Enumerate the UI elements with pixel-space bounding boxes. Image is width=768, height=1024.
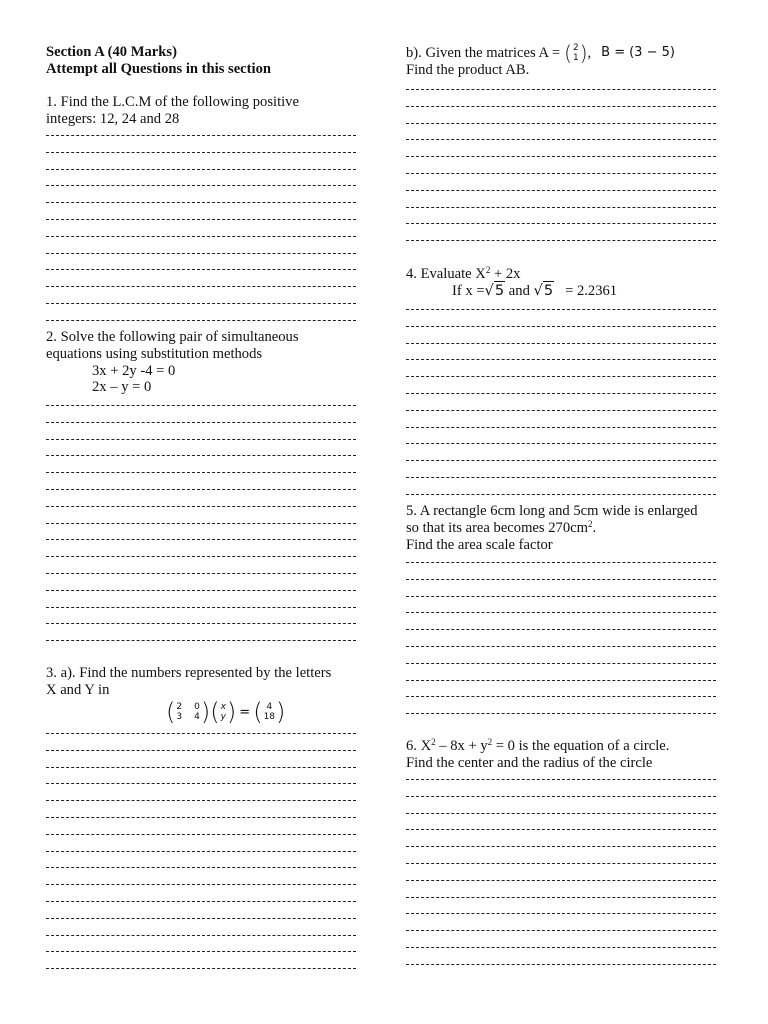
section-title: Section A (40 Marks) xyxy=(46,44,177,60)
answer-line xyxy=(406,880,716,881)
answer-line xyxy=(46,472,356,473)
sqrt-5-a: √5 xyxy=(484,281,505,299)
answer-line xyxy=(406,897,716,898)
answer-line xyxy=(406,930,716,931)
answer-line xyxy=(406,190,716,191)
vector-result: ( 4 18 ) xyxy=(253,698,286,726)
answer-line xyxy=(46,951,356,952)
question-3a-line-1: 3. a). Find the numbers represented by the letters xyxy=(46,665,332,681)
answer-line xyxy=(46,623,356,624)
answer-line xyxy=(46,135,356,136)
answer-line xyxy=(46,834,356,835)
answer-line xyxy=(46,767,356,768)
question-3b-line-1: b). Given the matrices A = ( 2 1 ) , B = (3 − 5) xyxy=(406,41,675,65)
answer-line xyxy=(406,663,716,664)
question-2-equation-1: 3x + 2y -4 = 0 xyxy=(92,362,176,379)
section-instruction: Attempt all Questions in this section xyxy=(46,60,271,77)
answer-line xyxy=(46,640,356,641)
answer-line xyxy=(46,968,356,969)
answer-line xyxy=(46,405,356,406)
matrix-b-label: B = xyxy=(601,44,626,60)
answer-line xyxy=(46,750,356,751)
question-3a xyxy=(46,665,331,699)
question-5-line-2: so that its area becomes $270cm^2$. xyxy=(406,518,597,536)
answer-line xyxy=(406,173,716,174)
answer-line xyxy=(46,783,356,784)
answer-line xyxy=(406,562,716,563)
question-5-line-1: 5. A rectangle 6cm long and 5cm wide is enlarged xyxy=(406,503,698,519)
answer-line xyxy=(46,573,356,574)
question-4-line-2: If x =√5 and √5 = 2.2361 xyxy=(452,281,618,299)
question-1-line-1: 1. Find the L.C.M of the following positive xyxy=(46,94,299,110)
answer-line xyxy=(46,918,356,919)
sqrt-5-b: √5 xyxy=(533,281,554,299)
answer-line xyxy=(46,607,356,608)
answer-line xyxy=(406,612,716,613)
answer-line xyxy=(406,646,716,647)
vector-xy: ( x y ) xyxy=(210,698,237,726)
answer-line xyxy=(406,89,716,90)
section-header xyxy=(46,44,271,78)
answer-line xyxy=(406,913,716,914)
answer-line xyxy=(406,376,716,377)
question-2-line-2: equations using substitution methods xyxy=(46,345,263,362)
question-2-line-1: 2. Solve the following pair of simultaneous xyxy=(46,329,299,345)
question-5 xyxy=(406,503,698,553)
answer-line xyxy=(406,629,716,630)
question-3a-line-2: X and Y in xyxy=(46,681,110,698)
answer-line xyxy=(46,590,356,591)
answer-line xyxy=(406,139,716,140)
answer-line xyxy=(46,185,356,186)
answer-line xyxy=(406,713,716,714)
answer-line xyxy=(46,523,356,524)
answer-line xyxy=(46,884,356,885)
answer-line xyxy=(46,817,356,818)
matrix-2x2: ( 2 3 0 4 ) xyxy=(166,698,211,726)
answer-line xyxy=(406,393,716,394)
answer-line xyxy=(46,867,356,868)
answer-line xyxy=(406,106,716,107)
answer-line xyxy=(46,236,356,237)
matrix-a: ( 2 1 ) xyxy=(564,41,588,65)
answer-line xyxy=(406,494,716,495)
equals-sign: = xyxy=(239,704,251,720)
matrix-equation xyxy=(166,700,285,724)
answer-line xyxy=(46,320,356,321)
answer-line xyxy=(406,829,716,830)
answer-line xyxy=(46,253,356,254)
answer-line xyxy=(406,156,716,157)
answer-line xyxy=(46,219,356,220)
answer-line xyxy=(46,169,356,170)
answer-line xyxy=(46,455,356,456)
answer-line xyxy=(46,506,356,507)
answer-line xyxy=(46,539,356,540)
question-2 xyxy=(46,329,299,396)
answer-line xyxy=(406,443,716,444)
question-4 xyxy=(406,266,617,300)
answer-line xyxy=(406,359,716,360)
answer-line xyxy=(46,851,356,852)
answer-line xyxy=(406,813,716,814)
answer-line xyxy=(406,680,716,681)
question-6 xyxy=(406,738,669,772)
answer-line xyxy=(46,303,356,304)
question-2-equation-2: 2x – y = 0 xyxy=(92,379,152,396)
answer-line xyxy=(406,309,716,310)
answer-line xyxy=(406,796,716,797)
answer-line xyxy=(46,269,356,270)
answer-line xyxy=(406,964,716,965)
answer-line xyxy=(406,427,716,428)
answer-line xyxy=(406,846,716,847)
matrix-b: (3 − 5) xyxy=(629,44,675,60)
answer-line xyxy=(406,223,716,224)
answer-line xyxy=(46,935,356,936)
answer-line xyxy=(46,202,356,203)
question-3b xyxy=(406,41,675,79)
answer-line xyxy=(406,343,716,344)
answer-line xyxy=(406,326,716,327)
question-6-line-1: 6. $X^2 - 8x + y^2 = 0$ is the equation of a circle. xyxy=(406,737,670,754)
answer-line xyxy=(46,800,356,801)
answer-line xyxy=(406,207,716,208)
answer-line xyxy=(406,863,716,864)
question-1-line-2: integers: 12, 24 and 28 xyxy=(46,110,180,127)
answer-line xyxy=(406,596,716,597)
answer-line xyxy=(46,152,356,153)
answer-line xyxy=(406,779,716,780)
answer-line xyxy=(46,286,356,287)
question-4-line-1: 4. Evaluate $X^2 + 2x$ xyxy=(406,265,521,282)
answer-line xyxy=(406,240,716,241)
question-6-line-2: Find the center and the radius of the circle xyxy=(406,754,653,771)
answer-line xyxy=(46,439,356,440)
answer-line xyxy=(406,947,716,948)
answer-line xyxy=(406,460,716,461)
answer-line xyxy=(406,477,716,478)
question-1 xyxy=(46,94,299,128)
answer-line xyxy=(46,489,356,490)
answer-line xyxy=(406,579,716,580)
answer-line xyxy=(46,422,356,423)
answer-line xyxy=(406,123,716,124)
answer-line xyxy=(46,733,356,734)
question-5-line-3: Find the area scale factor xyxy=(406,536,553,553)
question-3b-line-2: Find the product AB. xyxy=(406,62,530,78)
answer-line xyxy=(406,696,716,697)
answer-line xyxy=(46,901,356,902)
answer-line xyxy=(46,556,356,557)
answer-line xyxy=(406,410,716,411)
